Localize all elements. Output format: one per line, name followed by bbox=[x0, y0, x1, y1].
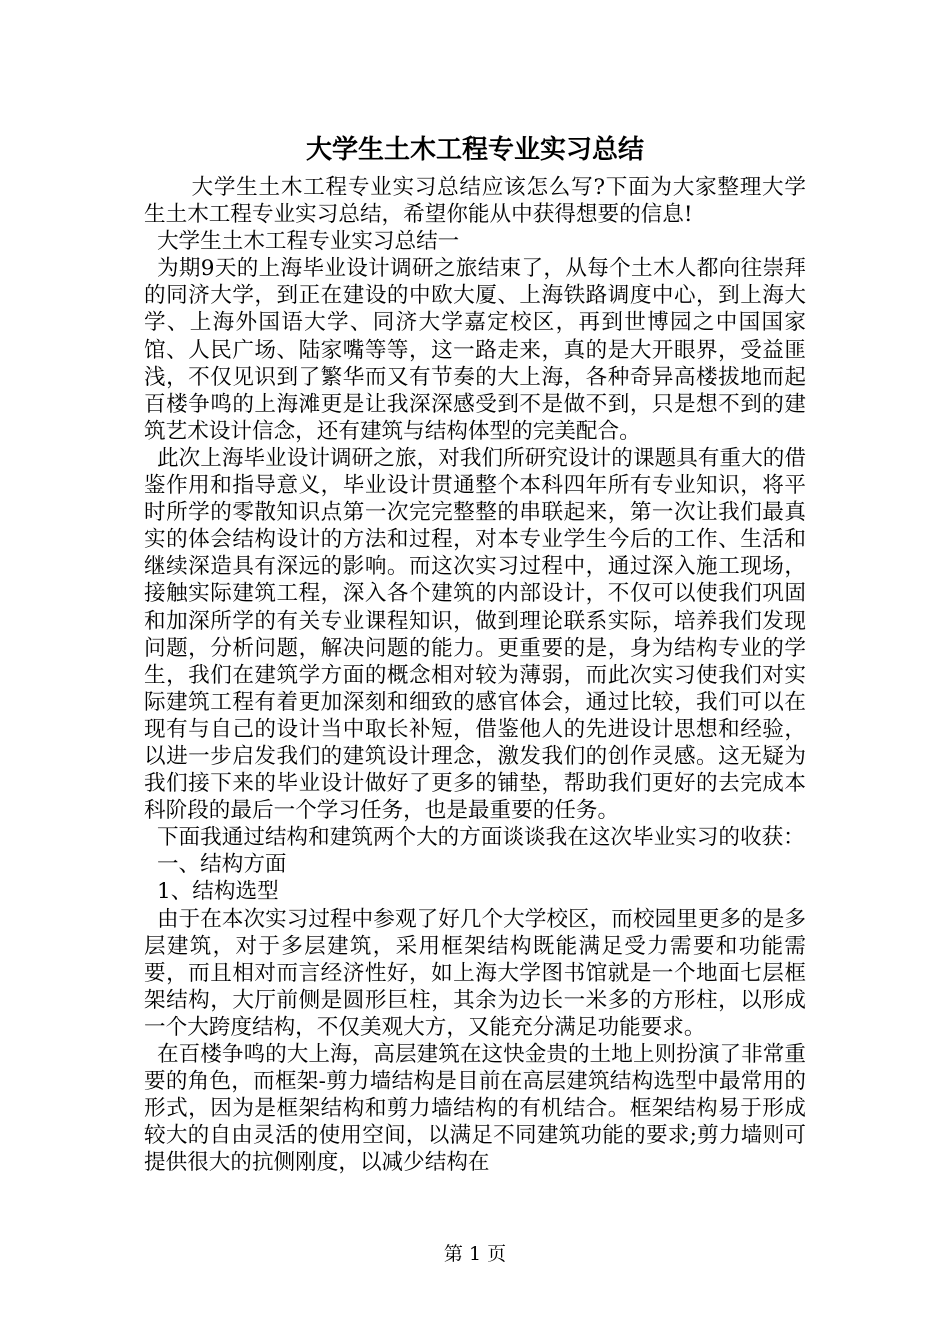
body-paragraph: 下面我通过结构和建筑两个大的方面谈谈我在这次毕业实习的收获： bbox=[156, 825, 805, 851]
document-body bbox=[144, 174, 806, 1176]
body-paragraph: 在百楼争鸣的大上海，高层建筑在这快金贵的土地上则扮演了非常重要的角色，而框架-剪力墙结构是目前在高层建筑结构选型中最常用的形式，因为是框架结构和剪力墙结构的有机结合。框架结构易于形成较大的自由灵活的使用空间，以满足不同建筑功能的要求;剪力墙则可提供很大的抗侧刚度，以减少结构在 bbox=[144, 1042, 806, 1176]
subheading-structure-selection: 1、结构选型 bbox=[156, 879, 279, 905]
subheading-structure: 一、结构方面 bbox=[156, 852, 287, 878]
section-heading-1: 大学生土木工程专业实习总结一 bbox=[156, 229, 460, 255]
body-paragraph: 此次上海毕业设计调研之旅，对我们所研究设计的课题具有重大的借鉴作用和指导意义，毕业设计贯通整个本科四年所有专业知识，将平时所学的零散知识点第一次完完整整的串联起来，第一次让我们最真实的体会结构设计的方法和过程，对本专业学生今后的工作、生活和继续深造具有深远的影响。而这次实习过程中，通过深入施工现场，接触实际建筑工程，深入各个建筑的内部设计，不仅可以使我们巩固和加深所学的有关专业课程知识，做到理论联系实际，培养我们发现问题，分析问题，解决问题的能力。更重要的是，身为结构专业的学生，我们在建筑学方面的概念相对较为薄弱，而此次实习使我们对实际建筑工程有着更加深刻和细致的感官体会，通过比较，我们可以在现有与自己的设计当中取长补短，借鉴他人的先进设计思想和经验，以进一步启发我们的建筑设计理念，激发我们的创作灵感。这无疑为我们接下来的毕业设计做好了更多的铺垫，帮助我们更好的去完成本科阶段的最后一个学习任务，也是最重要的任务。 bbox=[144, 445, 806, 824]
body-paragraph: 由于在本次实习过程中参观了好几个大学校区，而校园里更多的是多层建筑，对于多层建筑，采用框架结构既能满足受力需要和功能需要，而且相对而言经济性好，如上海大学图书馆就是一个地面七层框架结构，大厅前侧是圆形巨柱，其余为边长一米多的方形柱，以形成一个大跨度结构，不仅美观大方，又能充分满足功能要求。 bbox=[144, 906, 806, 1040]
intro-paragraph: 大学生土木工程专业实习总结应该怎么写?下面为大家整理大学生土木工程专业实习总结，希望你能从中获得想要的信息! bbox=[144, 175, 806, 228]
body-paragraph: 为期9天的上海毕业设计调研之旅结束了，从每个土木人都向往崇拜的同济大学，到正在建设的中欧大厦、上海铁路调度中心，到上海大学、上海外国语大学、同济大学嘉定校区，再到世博园之中国国家馆、人民广场、陆家嘴等等，这一路走来，真的是大开眼界，受益匪浅，不仅见识到了繁华而又有节奏的大上海，各种奇异高楼拔地而起百楼争鸣的上海滩更是让我深深感受到不是做不到，只是想不到的建筑艺术设计信念，还有建筑与结构体型的完美配合。 bbox=[144, 256, 806, 444]
document-title: 大学生土木工程专业实习总结 bbox=[305, 135, 644, 165]
page-number: 第 1 页 bbox=[443, 1243, 507, 1265]
